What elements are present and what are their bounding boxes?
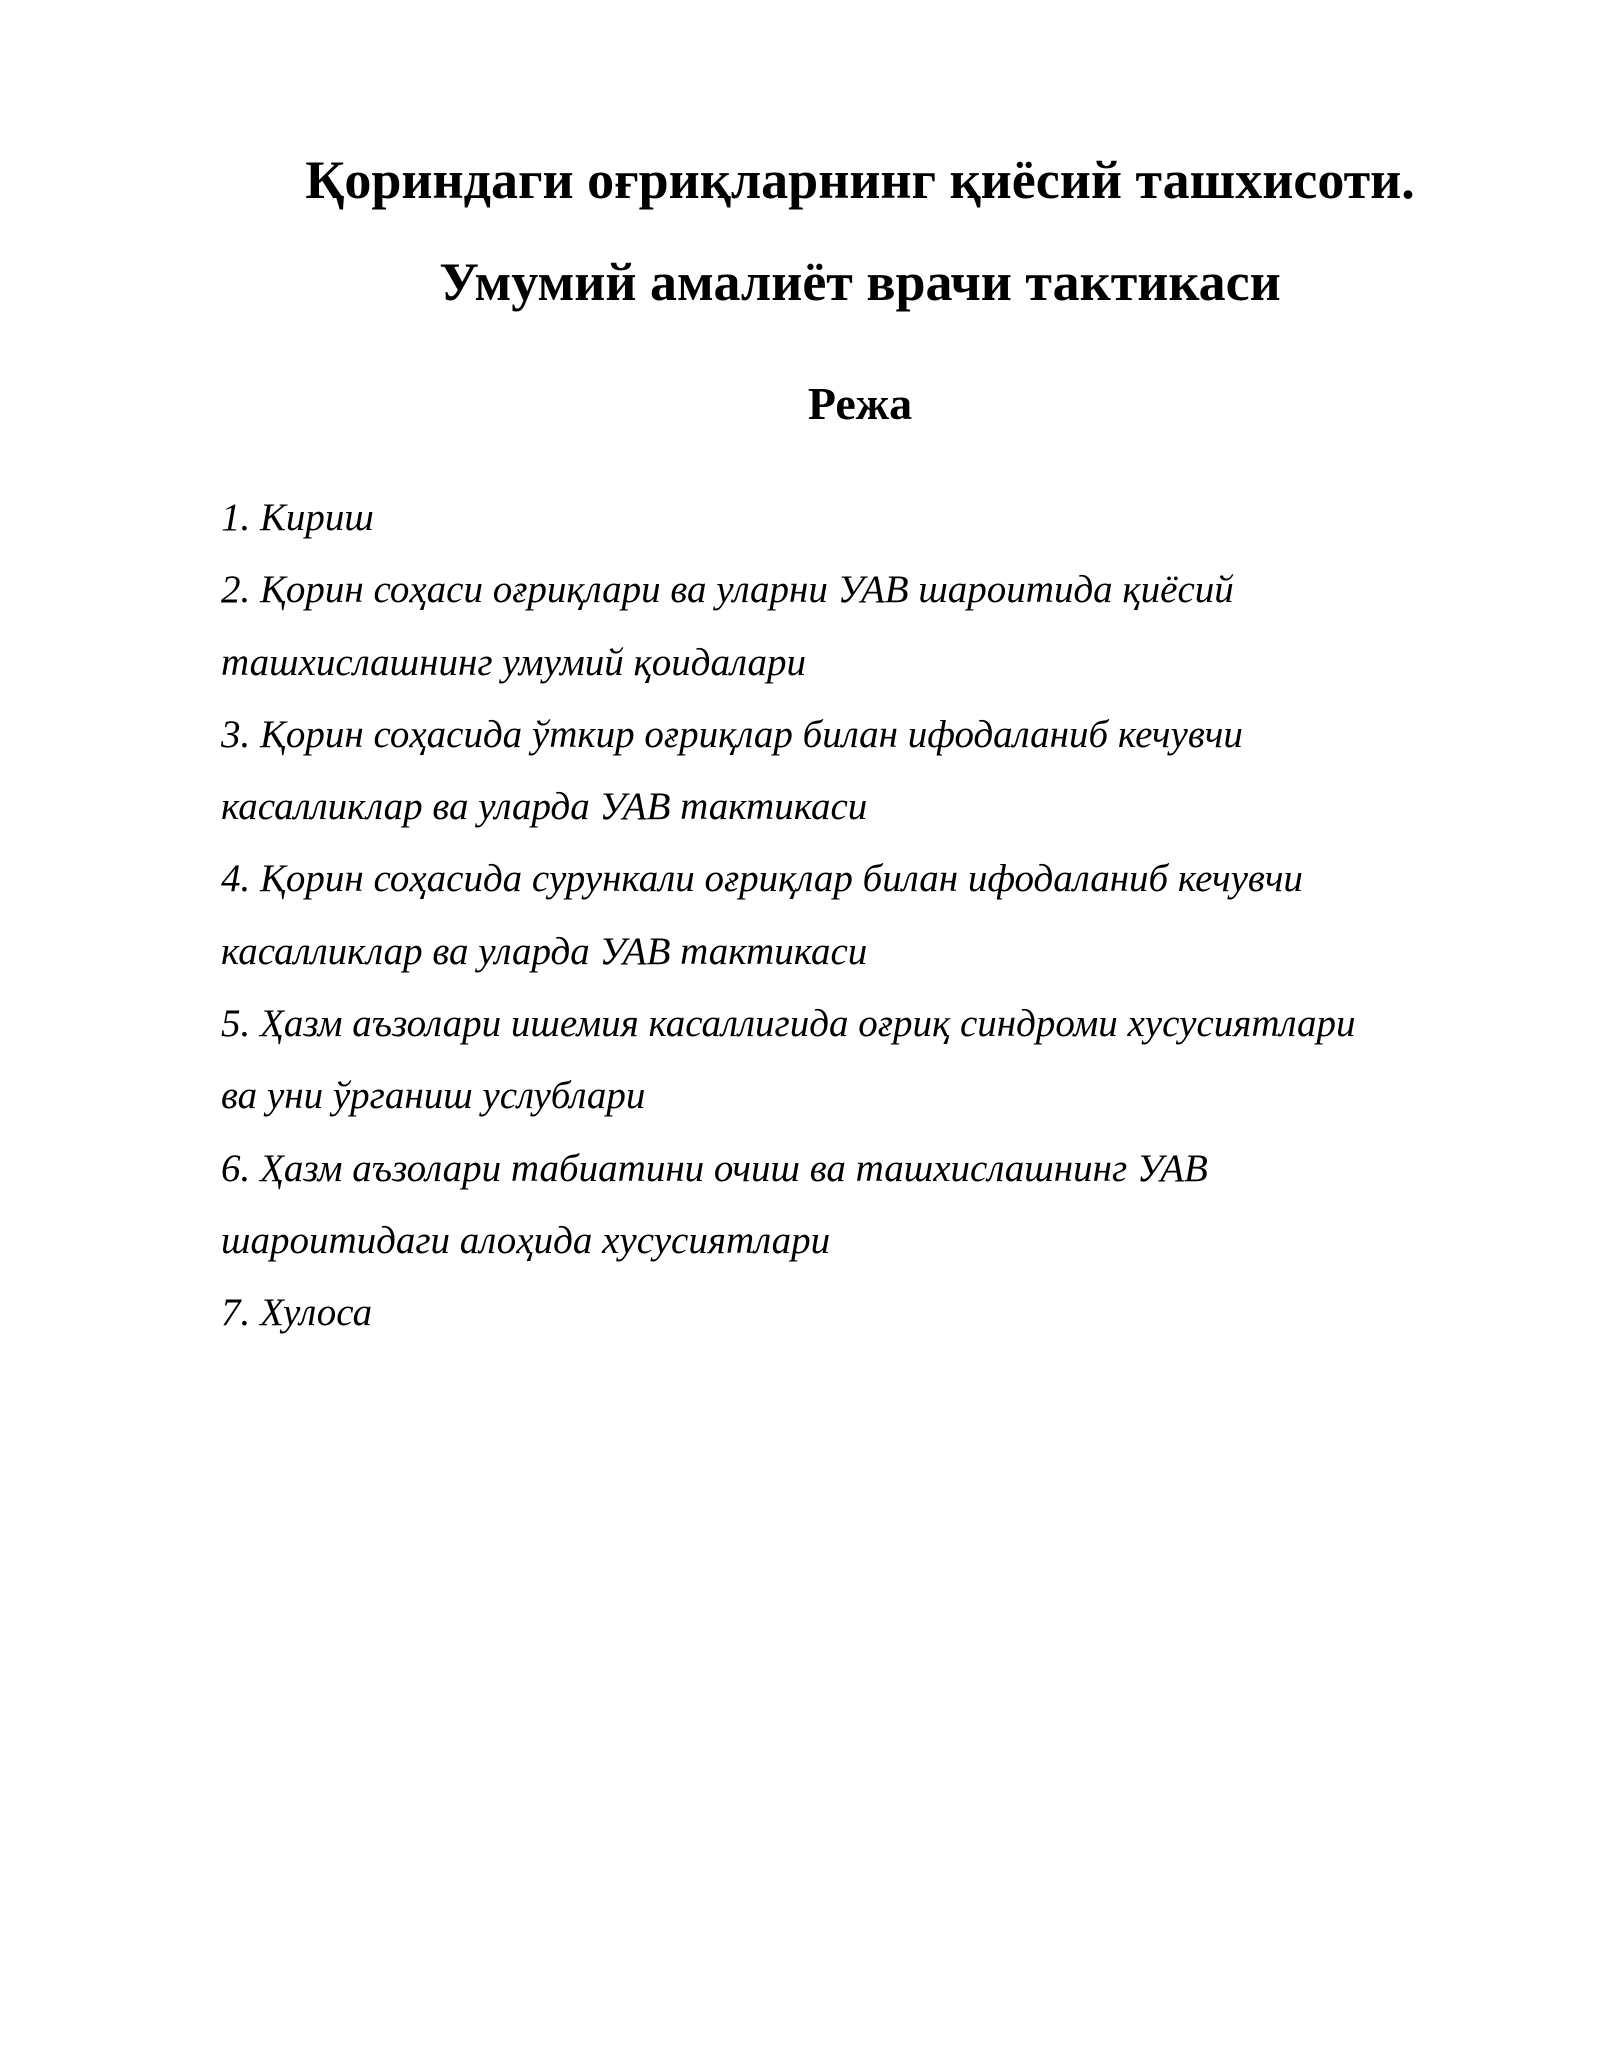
page-title-line-2: Умумий амалиёт врачи тактикаси [439,252,1281,312]
plan-item-7-line-1: 7. Хулоса [221,1291,373,1335]
plan-item-6-line-1: 6. Ҳазм аъзолари табиатини очиш ва ташхислашнинг УАВ [221,1146,1208,1190]
plan-item-4-line-1: 4. Қорин соҳасида сурункали оғриқлар билан ифодаланиб кечувчи [221,857,1303,901]
plan-item-1-line-1: 1. Кириш [221,496,374,539]
plan-item-4-line-2: касалликлар ва уларда УАВ тактикаси [221,929,868,973]
plan-item-5-line-1: 5. Ҳазм аъзолари ишемия касаллигида оғриқ синдроми хусусиятлари [221,1002,1356,1046]
plan-heading: Режа [807,378,913,429]
plan-item-2-line-2: ташхислашнинг умумий қоидалари [221,640,806,684]
plan-list [221,482,1511,1350]
plan-item-6-line-2: шароитидаги алоҳида хусусиятлари [221,1218,831,1262]
plan-item-3-line-2: касалликлар ва уларда УАВ тактикаси [221,785,868,829]
page-title-line-1: Қориндаги оғриқларнинг қиёсий ташхисоти. [305,150,1415,210]
plan-item-3-line-1: 3. Қорин соҳасида ўткир оғриқлар билан ифодаланиб кечувчи [221,712,1243,756]
plan-item-2-line-1: 2. Қорин соҳаси оғриқлари ва уларни УАВ шароитида қиёсий [221,568,1234,612]
plan-item-5-line-2: ва уни ўрганиш услублари [221,1074,646,1118]
